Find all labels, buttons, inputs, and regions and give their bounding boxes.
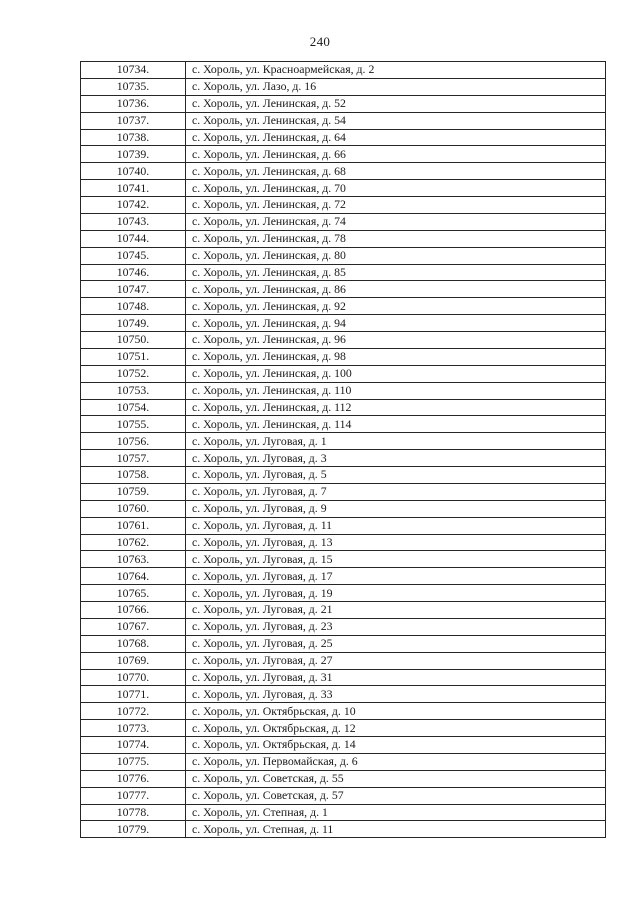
row-number-cell: 10765. — [81, 585, 186, 602]
row-address-cell: с. Хороль, ул. Ленинская, д. 96 — [186, 332, 606, 349]
row-address-cell: с. Хороль, ул. Ленинская, д. 86 — [186, 281, 606, 298]
row-number-cell: 10773. — [81, 720, 186, 737]
row-number-cell: 10777. — [81, 787, 186, 804]
row-number-cell: 10745. — [81, 247, 186, 264]
table-row — [81, 332, 606, 349]
table-row — [81, 770, 606, 787]
row-number-cell: 10737. — [81, 112, 186, 129]
row-address-cell: с. Хороль, ул. Луговая, д. 3 — [186, 450, 606, 467]
table-row — [81, 804, 606, 821]
row-number-cell: 10736. — [81, 95, 186, 112]
row-number-cell: 10750. — [81, 332, 186, 349]
table-row — [81, 348, 606, 365]
table-row — [81, 450, 606, 467]
row-address-cell: с. Хороль, ул. Красноармейская, д. 2 — [186, 62, 606, 79]
table-row — [81, 720, 606, 737]
row-number-cell: 10751. — [81, 348, 186, 365]
table-row — [81, 298, 606, 315]
table-row — [81, 534, 606, 551]
table-row — [81, 652, 606, 669]
table-row — [81, 821, 606, 838]
row-address-cell: с. Хороль, ул. Ленинская, д. 66 — [186, 146, 606, 163]
table-row — [81, 635, 606, 652]
table-row — [81, 281, 606, 298]
row-number-cell: 10764. — [81, 568, 186, 585]
table-row — [81, 686, 606, 703]
row-number-cell: 10772. — [81, 703, 186, 720]
row-address-cell: с. Хороль, ул. Луговая, д. 19 — [186, 585, 606, 602]
row-number-cell: 10746. — [81, 264, 186, 281]
row-address-cell: с. Хороль, ул. Ленинская, д. 70 — [186, 180, 606, 197]
table-row — [81, 146, 606, 163]
row-number-cell: 10767. — [81, 618, 186, 635]
row-address-cell: с. Хороль, ул. Луговая, д. 25 — [186, 635, 606, 652]
table-row — [81, 180, 606, 197]
row-number-cell: 10758. — [81, 467, 186, 484]
row-address-cell: с. Хороль, ул. Ленинская, д. 80 — [186, 247, 606, 264]
row-address-cell: с. Хороль, ул. Луговая, д. 17 — [186, 568, 606, 585]
row-address-cell: с. Хороль, ул. Октябрьская, д. 14 — [186, 737, 606, 754]
row-number-cell: 10760. — [81, 500, 186, 517]
row-number-cell: 10779. — [81, 821, 186, 838]
row-number-cell: 10771. — [81, 686, 186, 703]
row-address-cell: с. Хороль, ул. Луговая, д. 5 — [186, 467, 606, 484]
row-address-cell: с. Хороль, ул. Луговая, д. 1 — [186, 433, 606, 450]
row-address-cell: с. Хороль, ул. Ленинская, д. 72 — [186, 197, 606, 214]
row-number-cell: 10740. — [81, 163, 186, 180]
row-address-cell: с. Хороль, ул. Советская, д. 55 — [186, 770, 606, 787]
row-address-cell: с. Хороль, ул. Октябрьская, д. 12 — [186, 720, 606, 737]
row-number-cell: 10774. — [81, 737, 186, 754]
row-address-cell: с. Хороль, ул. Луговая, д. 27 — [186, 652, 606, 669]
page-number: 240 — [309, 34, 331, 49]
table-row — [81, 500, 606, 517]
row-address-cell: с. Хороль, ул. Луговая, д. 15 — [186, 551, 606, 568]
row-address-cell: с. Хороль, ул. Ленинская, д. 114 — [186, 416, 606, 433]
row-number-cell: 10766. — [81, 602, 186, 619]
row-address-cell: с. Хороль, ул. Луговая, д. 31 — [186, 669, 606, 686]
row-number-cell: 10752. — [81, 365, 186, 382]
row-number-cell: 10759. — [81, 483, 186, 500]
table-row — [81, 585, 606, 602]
table-row — [81, 365, 606, 382]
row-address-cell: с. Хороль, ул. Степная, д. 11 — [186, 821, 606, 838]
row-address-cell: с. Хороль, ул. Луговая, д. 23 — [186, 618, 606, 635]
table-row — [81, 517, 606, 534]
table-row — [81, 551, 606, 568]
row-number-cell: 10770. — [81, 669, 186, 686]
row-address-cell: с. Хороль, ул. Ленинская, д. 98 — [186, 348, 606, 365]
row-number-cell: 10762. — [81, 534, 186, 551]
registry-table-body — [81, 62, 606, 838]
row-number-cell: 10744. — [81, 230, 186, 247]
table-row — [81, 433, 606, 450]
row-number-cell: 10755. — [81, 416, 186, 433]
row-number-cell: 10735. — [81, 78, 186, 95]
table-row — [81, 703, 606, 720]
row-address-cell: с. Хороль, ул. Ленинская, д. 68 — [186, 163, 606, 180]
table-row — [81, 62, 606, 79]
row-number-cell: 10738. — [81, 129, 186, 146]
row-address-cell: с. Хороль, ул. Первомайская, д. 6 — [186, 753, 606, 770]
table-row — [81, 382, 606, 399]
row-address-cell: с. Хороль, ул. Советская, д. 57 — [186, 787, 606, 804]
row-address-cell: с. Хороль, ул. Ленинская, д. 52 — [186, 95, 606, 112]
table-row — [81, 467, 606, 484]
row-address-cell: с. Хороль, ул. Ленинская, д. 74 — [186, 213, 606, 230]
table-row — [81, 787, 606, 804]
row-address-cell: с. Хороль, ул. Луговая, д. 33 — [186, 686, 606, 703]
row-number-cell: 10734. — [81, 62, 186, 79]
table-row — [81, 399, 606, 416]
address-registry-table — [80, 61, 606, 838]
row-address-cell: с. Хороль, ул. Ленинская, д. 85 — [186, 264, 606, 281]
table-row — [81, 315, 606, 332]
table-row — [81, 247, 606, 264]
table-row — [81, 483, 606, 500]
row-number-cell: 10769. — [81, 652, 186, 669]
table-row — [81, 213, 606, 230]
table-row — [81, 264, 606, 281]
table-row — [81, 568, 606, 585]
row-number-cell: 10778. — [81, 804, 186, 821]
row-address-cell: с. Хороль, ул. Луговая, д. 21 — [186, 602, 606, 619]
row-address-cell: с. Хороль, ул. Ленинская, д. 64 — [186, 129, 606, 146]
table-row — [81, 112, 606, 129]
table-row — [81, 129, 606, 146]
row-number-cell: 10768. — [81, 635, 186, 652]
row-number-cell: 10747. — [81, 281, 186, 298]
row-address-cell: с. Хороль, ул. Октябрьская, д. 10 — [186, 703, 606, 720]
row-number-cell: 10739. — [81, 146, 186, 163]
row-number-cell: 10742. — [81, 197, 186, 214]
row-address-cell: с. Хороль, ул. Ленинская, д. 100 — [186, 365, 606, 382]
row-number-cell: 10763. — [81, 551, 186, 568]
table-row — [81, 669, 606, 686]
row-address-cell: с. Хороль, ул. Ленинская, д. 54 — [186, 112, 606, 129]
row-address-cell: с. Хороль, ул. Луговая, д. 11 — [186, 517, 606, 534]
row-number-cell: 10753. — [81, 382, 186, 399]
table-row — [81, 737, 606, 754]
row-number-cell: 10754. — [81, 399, 186, 416]
table-row — [81, 95, 606, 112]
table-row — [81, 618, 606, 635]
row-address-cell: с. Хороль, ул. Степная, д. 1 — [186, 804, 606, 821]
table-row — [81, 78, 606, 95]
row-address-cell: с. Хороль, ул. Ленинская, д. 92 — [186, 298, 606, 315]
row-address-cell: с. Хороль, ул. Лазо, д. 16 — [186, 78, 606, 95]
row-number-cell: 10757. — [81, 450, 186, 467]
row-number-cell: 10743. — [81, 213, 186, 230]
row-address-cell: с. Хороль, ул. Луговая, д. 7 — [186, 483, 606, 500]
row-address-cell: с. Хороль, ул. Ленинская, д. 110 — [186, 382, 606, 399]
row-number-cell: 10775. — [81, 753, 186, 770]
row-address-cell: с. Хороль, ул. Луговая, д. 9 — [186, 500, 606, 517]
row-number-cell: 10748. — [81, 298, 186, 315]
table-row — [81, 197, 606, 214]
row-address-cell: с. Хороль, ул. Ленинская, д. 78 — [186, 230, 606, 247]
table-row — [81, 230, 606, 247]
table-row — [81, 416, 606, 433]
row-number-cell: 10776. — [81, 770, 186, 787]
table-row — [81, 163, 606, 180]
row-number-cell: 10749. — [81, 315, 186, 332]
row-address-cell: с. Хороль, ул. Ленинская, д. 112 — [186, 399, 606, 416]
row-number-cell: 10761. — [81, 517, 186, 534]
table-row — [81, 602, 606, 619]
table-row — [81, 753, 606, 770]
row-number-cell: 10741. — [81, 180, 186, 197]
row-address-cell: с. Хороль, ул. Луговая, д. 13 — [186, 534, 606, 551]
row-number-cell: 10756. — [81, 433, 186, 450]
row-address-cell: с. Хороль, ул. Ленинская, д. 94 — [186, 315, 606, 332]
